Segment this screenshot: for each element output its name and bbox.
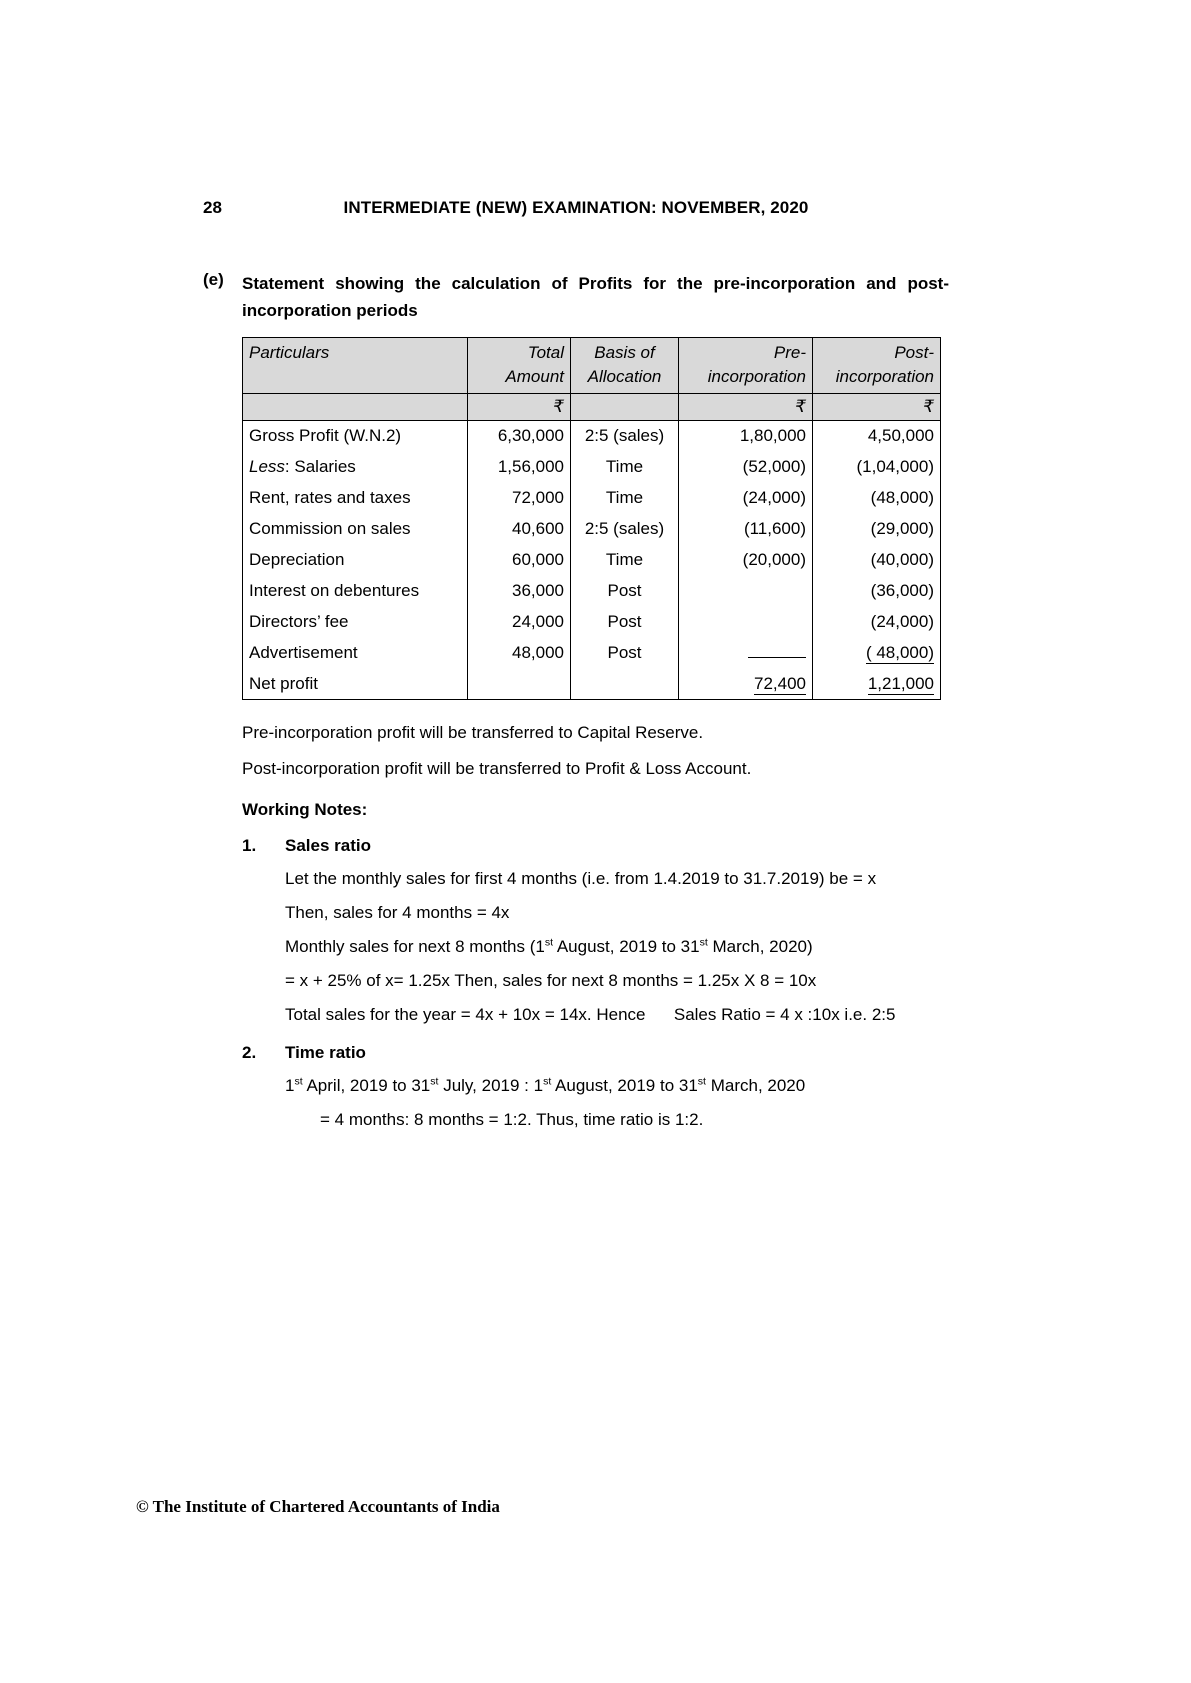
note-line: = x + 25% of x= 1.25x Then, sales for next 8 months = 1.25x X 8 = 10x <box>285 971 817 990</box>
section-heading <box>203 270 983 324</box>
cell-particulars <box>243 545 468 576</box>
header-title: INTERMEDIATE (NEW) EXAMINATION: NOVEMBER, 2020 <box>343 198 809 217</box>
particulars-text: Interest on debentures <box>249 581 420 600</box>
cell-total: 1,56,000 <box>468 452 571 483</box>
note-number: 2. <box>242 1043 257 1062</box>
cell-basis: Post <box>571 638 679 669</box>
col-header-pre-incorporation <box>679 338 813 394</box>
cell-total: 36,000 <box>468 576 571 607</box>
note-body <box>285 867 983 1027</box>
copyright-footer: © The Institute of Chartered Accountants of India <box>136 1497 500 1516</box>
table-row-directors-fee <box>243 607 941 638</box>
particulars-text: Gross Profit (W.N.2) <box>249 426 402 446</box>
cell-post: (24,000) <box>813 607 941 638</box>
particulars-text: Advertisement <box>249 643 358 662</box>
working-note-sales-ratio <box>242 836 983 1027</box>
col-header-particulars <box>243 338 468 394</box>
particulars-text: : Salaries <box>284 457 356 476</box>
cell-particulars <box>243 638 468 669</box>
note-number: 1. <box>242 836 257 855</box>
cell-post: (1,04,000) <box>813 452 941 483</box>
note-line: 1st April, 2019 to 31st July, 2019 : 1st August, 2019 to 31st March, 2020 <box>285 1075 806 1095</box>
cell-total: 6,30,000 <box>468 421 571 452</box>
profit-statement-table <box>242 337 941 700</box>
col-header-basis-of-allocation <box>571 338 679 394</box>
working-notes-title: Working Notes: <box>242 800 368 819</box>
cell-basis: Post <box>571 607 679 638</box>
cell-particulars <box>243 669 468 700</box>
rupee-symbol: ₹ <box>795 397 806 417</box>
note-line: Then, sales for 4 months = 4x <box>285 903 510 922</box>
cell-value-underlined: 72,400 <box>754 673 806 693</box>
cell-post: (40,000) <box>813 545 941 576</box>
col-header-text: incorporation <box>835 367 934 386</box>
col-header-total-amount <box>468 338 571 394</box>
particulars-text: Rent, rates and taxes <box>249 488 411 507</box>
cell-post: 4,50,000 <box>813 421 941 452</box>
col-header-text: Post- <box>894 343 934 362</box>
pre-incorporation-note: Pre-incorporation profit will be transferred to Capital Reserve. <box>242 723 704 742</box>
cell-basis <box>571 669 679 700</box>
cell-basis: Time <box>571 545 679 576</box>
note-line: Let the monthly sales for first 4 months (i.e. from 1.4.2019 to 31.7.2019) be = x <box>285 869 877 888</box>
cell-pre: (24,000) <box>679 483 813 514</box>
cell-basis: 2:5 (sales) <box>571 514 679 545</box>
cell-basis: Time <box>571 452 679 483</box>
cell-basis: Post <box>571 576 679 607</box>
table-row-commission <box>243 514 941 545</box>
cell-basis: 2:5 (sales) <box>571 421 679 452</box>
note-line: = 4 months: 8 months = 1:2. Thus, time ratio is 1:2. <box>320 1110 704 1129</box>
col-header-post-incorporation <box>813 338 941 394</box>
cell-pre <box>679 607 813 638</box>
note-title: Sales ratio <box>285 836 371 855</box>
section-title: Statement showing the calculation of Profits for the pre-incorporation and post-incorporation periods <box>242 274 949 320</box>
col-header-text: Allocation <box>587 367 662 386</box>
cell-particulars <box>243 514 468 545</box>
table-row-depreciation <box>243 545 941 576</box>
currency-cell-post <box>813 394 941 421</box>
rupee-symbol: ₹ <box>923 397 934 417</box>
page-content <box>203 270 983 1142</box>
cell-pre: 1,80,000 <box>679 421 813 452</box>
col-header-text: Total <box>527 343 564 362</box>
cell-total: 60,000 <box>468 545 571 576</box>
page-number: 28 <box>203 198 222 217</box>
particulars-text: Net profit <box>249 673 318 693</box>
cell-particulars <box>243 607 468 638</box>
particulars-text: Depreciation <box>249 550 345 569</box>
cell-pre: (11,600) <box>679 514 813 545</box>
particulars-text: Directors’ fee <box>249 612 349 631</box>
cell-value-underlined: 1,21,000 <box>867 673 934 693</box>
cell-post <box>813 669 941 700</box>
subtotal-rule <box>748 645 806 658</box>
cell-post: (48,000) <box>813 483 941 514</box>
cell-particulars <box>243 483 468 514</box>
page-header <box>203 198 949 218</box>
cell-post <box>813 638 941 669</box>
particulars-prefix: Less <box>249 457 285 476</box>
cell-particulars <box>243 576 468 607</box>
cell-particulars <box>243 452 468 483</box>
working-note-time-ratio <box>242 1043 983 1132</box>
cell-pre: (20,000) <box>679 545 813 576</box>
col-header-text: incorporation <box>707 367 806 386</box>
note-line: Monthly sales for next 8 months (1st August, 2019 to 31st March, 2020) <box>285 936 813 956</box>
cell-total: 72,000 <box>468 483 571 514</box>
col-header-text: Basis of <box>594 343 655 362</box>
currency-cell-pre <box>679 394 813 421</box>
currency-cell-total <box>468 394 571 421</box>
currency-cell-empty <box>571 394 679 421</box>
note-heading <box>242 836 983 856</box>
cell-post: (29,000) <box>813 514 941 545</box>
cell-pre <box>679 638 813 669</box>
note-heading <box>242 1043 983 1063</box>
table-row-advertisement <box>243 638 941 669</box>
table-row-salaries <box>243 452 941 483</box>
section-label: (e) <box>203 270 224 289</box>
cell-value-underlined: ( 48,000) <box>865 643 934 662</box>
cell-total: 40,600 <box>468 514 571 545</box>
rupee-symbol: ₹ <box>553 397 564 417</box>
note-line: Total sales for the year = 4x + 10x = 14x. Hence Sales Ratio = 4 x :10x i.e. 2:5 <box>285 1005 896 1024</box>
cell-particulars <box>243 421 468 452</box>
cell-pre <box>679 576 813 607</box>
cell-post: (36,000) <box>813 576 941 607</box>
cell-total: 24,000 <box>468 607 571 638</box>
table-row-rent <box>243 483 941 514</box>
table-header-row <box>243 338 941 394</box>
table-row-gross-profit <box>243 421 941 452</box>
cell-total: 48,000 <box>468 638 571 669</box>
table-row-interest <box>243 576 941 607</box>
note-body <box>285 1074 983 1132</box>
post-incorporation-note: Post-incorporation profit will be transferred to Profit & Loss Account. <box>242 759 752 778</box>
table-row-net-profit <box>243 669 941 700</box>
cell-pre: (52,000) <box>679 452 813 483</box>
note-title: Time ratio <box>285 1043 366 1062</box>
particulars-text: Commission on sales <box>249 519 411 538</box>
col-header-text: Pre- <box>773 343 806 362</box>
col-header-text: Amount <box>505 367 564 386</box>
cell-pre <box>679 669 813 700</box>
col-header-text: Particulars <box>249 343 330 362</box>
cell-total <box>468 669 571 700</box>
currency-row <box>243 394 941 421</box>
cell-basis: Time <box>571 483 679 514</box>
currency-cell-empty <box>243 394 468 421</box>
